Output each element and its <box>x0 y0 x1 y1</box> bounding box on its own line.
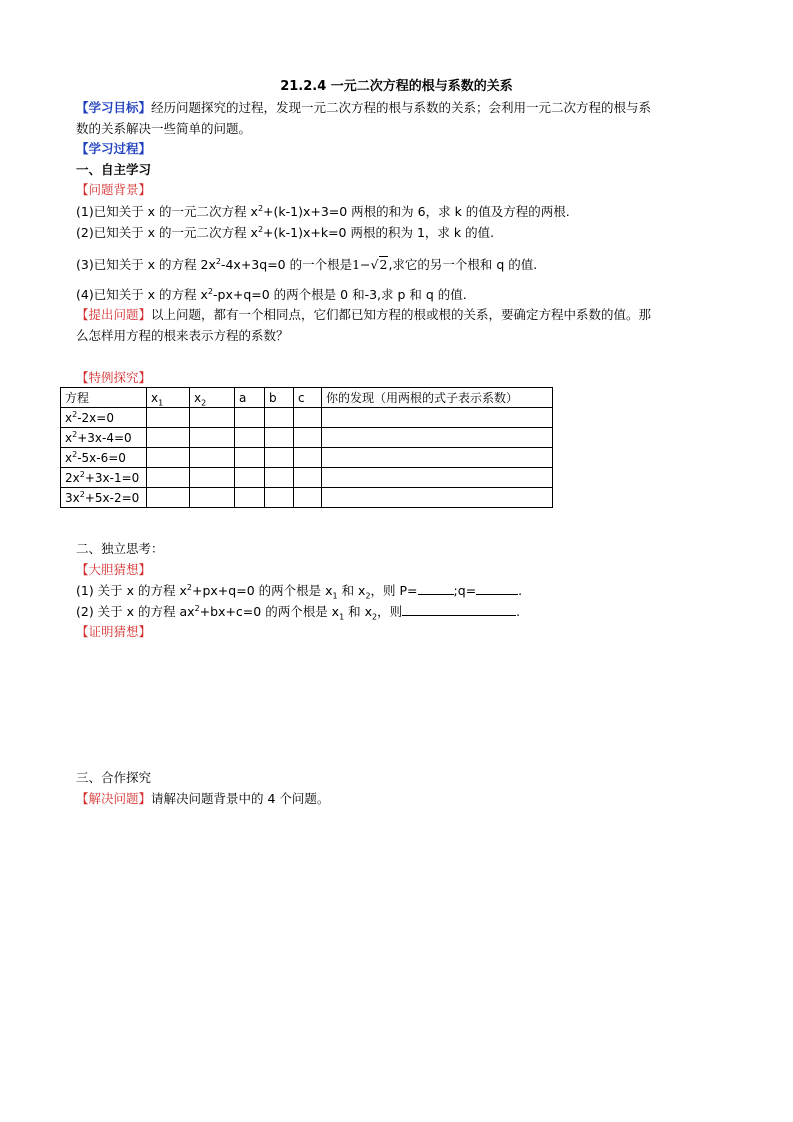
answer-cell[interactable] <box>294 468 322 488</box>
guess-1: (1) 关于 x 的方程 $x^2+px+q=0$ 的两个根是 $x_1$ 和 $x_2$，则 P= ;q= . <box>76 582 523 601</box>
answer-cell[interactable] <box>265 408 294 428</box>
answer-cell[interactable] <box>190 428 235 448</box>
header-equation: 方程 <box>61 388 147 408</box>
solve-label: 【解决问题】 <box>76 791 152 806</box>
answer-cell[interactable] <box>147 428 190 448</box>
process-label: 【学习过程】 <box>76 141 152 156</box>
answer-cell[interactable] <box>294 448 322 468</box>
table-row <box>61 408 553 428</box>
example-label: 【特例探究】 <box>76 370 152 385</box>
section1-heading: 一、自主学习 <box>76 162 152 177</box>
answer-cell[interactable] <box>322 448 553 468</box>
answer-cell[interactable] <box>294 408 322 428</box>
header-b: b <box>265 388 294 408</box>
answer-cell[interactable] <box>147 448 190 468</box>
row-equation: $x^2-5x-6=0$ <box>61 448 147 468</box>
answer-cell[interactable] <box>190 408 235 428</box>
objective-label: 【学习目标】 <box>76 100 152 115</box>
answer-cell[interactable] <box>235 488 265 508</box>
answer-cell[interactable] <box>322 428 553 448</box>
answer-cell[interactable] <box>147 408 190 428</box>
answer-cell[interactable] <box>265 428 294 448</box>
answer-cell[interactable] <box>265 448 294 468</box>
answer-cell[interactable] <box>322 468 553 488</box>
example-table <box>60 387 553 508</box>
section2-heading: 二、独立思考： <box>76 541 164 556</box>
solve-text: 请解决问题背景中的 4 个问题。 <box>151 791 330 806</box>
question-3: (3)已知关于 x 的方程 $2x^2-4x+3q=0$ 的一个根是1−√2,求它的另一个根和 q 的值. <box>76 256 538 272</box>
objective-line-2: 数的关系解决一些简单的问题。 <box>76 121 252 136</box>
answer-cell[interactable] <box>235 468 265 488</box>
answer-cell[interactable] <box>147 468 190 488</box>
answer-cell[interactable] <box>265 488 294 508</box>
row-equation: $2x^2+3x-1=0$ <box>61 468 147 488</box>
guess-2: (2) 关于 x 的方程 $ax^2+bx+c=0$ 的两个根是 $x_1$ 和 $x_2$，则 . <box>76 603 521 622</box>
page-title: 21.2.4 一元二次方程的根与系数的关系 <box>280 79 513 94</box>
answer-blank-q[interactable] <box>476 583 518 595</box>
header-x1: $x_1$ <box>147 388 190 408</box>
answer-cell[interactable] <box>235 408 265 428</box>
answer-cell[interactable] <box>322 408 553 428</box>
section3-heading: 三、合作探究 <box>76 770 152 785</box>
answer-cell[interactable] <box>235 448 265 468</box>
propose-question-line-1: 【提出问题】以上问题，都有一个相同点，它们都已知方程的根或根的关系，要确定方程中系数的值。那 <box>76 307 652 322</box>
table-row <box>61 468 553 488</box>
answer-cell[interactable] <box>294 428 322 448</box>
answer-cell[interactable] <box>190 468 235 488</box>
objective-text-1: 经历问题探究的过程，发现一元二次方程的根与系数的关系；会利用一元二次方程的根与系 <box>151 100 652 115</box>
row-equation: $x^2+3x-4=0$ <box>61 428 147 448</box>
table-row <box>61 448 553 468</box>
header-findings: 你的发现（用两根的式子表示系数） <box>322 388 553 408</box>
answer-cell[interactable] <box>322 488 553 508</box>
objective-line-1 <box>76 98 651 118</box>
question-4: (4)已知关于 x 的方程 $x^2-px+q=0$ 的两个根是 0 和-3,求 p 和 q 的值. <box>76 286 467 302</box>
answer-blank-relation[interactable] <box>402 604 516 616</box>
answer-cell[interactable] <box>147 488 190 508</box>
solve-line <box>76 789 329 809</box>
answer-cell[interactable] <box>265 468 294 488</box>
answer-blank-p[interactable] <box>418 583 454 595</box>
propose-question-line-2: 么怎样用方程的根来表示方程的系数？ <box>76 328 289 343</box>
prove-label: 【证明猜想】 <box>76 624 152 639</box>
header-x2: $x_2$ <box>190 388 235 408</box>
background-label: 【问题背景】 <box>76 182 152 197</box>
answer-cell[interactable] <box>190 488 235 508</box>
table-header-row <box>61 388 553 408</box>
header-a: a <box>235 388 265 408</box>
header-c: c <box>294 388 322 408</box>
table-row <box>61 428 553 448</box>
propose-question-label: 【提出问题】 <box>76 307 152 322</box>
row-equation: $3x^2+5x-2=0$ <box>61 488 147 508</box>
answer-cell[interactable] <box>190 448 235 468</box>
question-1: (1)已知关于 x 的一元二次方程 $x^2+(k-1)x+3=0$ 两根的和为 6，求 k 的值及方程的两根. <box>76 203 570 219</box>
table-row <box>61 488 553 508</box>
question-2: (2)已知关于 x 的一元二次方程 $x^2+(k-1)x+k=0$ 两根的积为 1，求 k 的值. <box>76 224 495 240</box>
root-expression: 1−√2 <box>352 257 388 272</box>
row-equation: $x^2-2x=0$ <box>61 408 147 428</box>
answer-cell[interactable] <box>294 488 322 508</box>
answer-cell[interactable] <box>235 428 265 448</box>
guess-label: 【大胆猜想】 <box>76 562 152 577</box>
